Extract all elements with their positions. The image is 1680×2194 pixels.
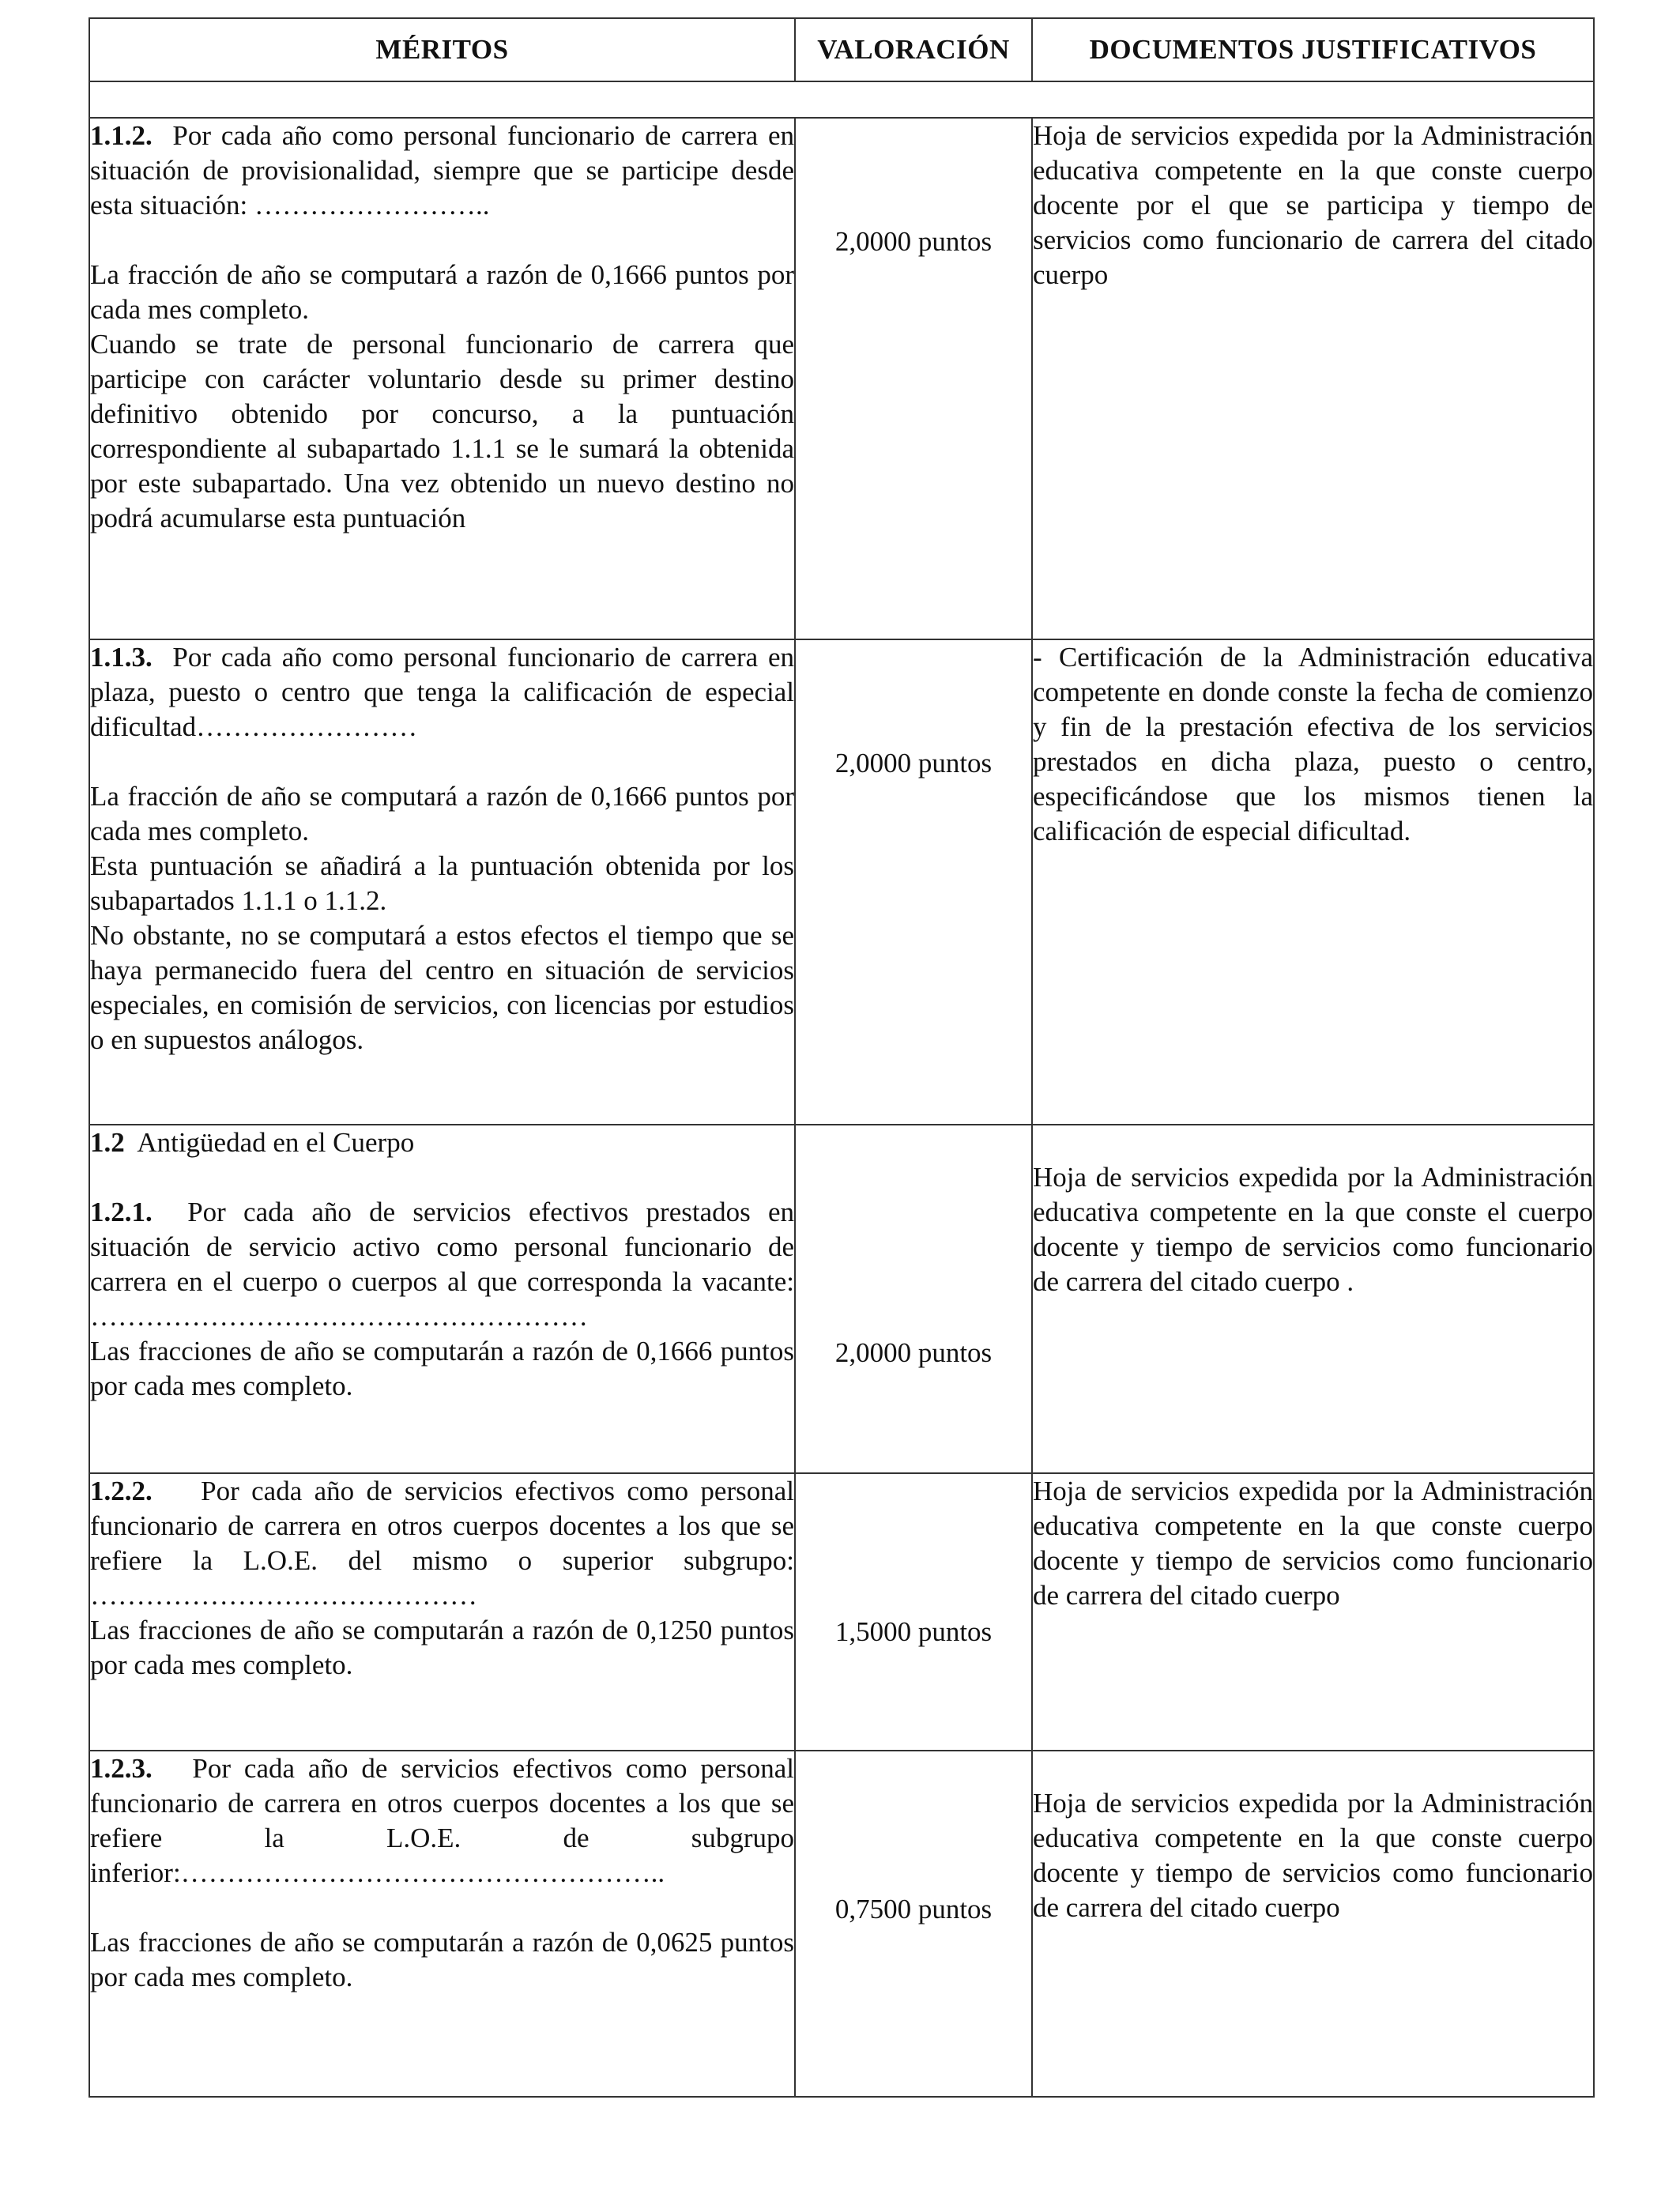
table-row (89, 1473, 1594, 1751)
header-valoracion: VALORACIÓN (795, 18, 1032, 81)
merit-cell (89, 1125, 795, 1473)
documentos-cell (1032, 639, 1594, 1125)
documentos-cell (1032, 118, 1594, 639)
header-row (89, 18, 1594, 81)
valoracion-cell (795, 1473, 1032, 1751)
merit-lead: Por cada año de servicios efectivos como personal funcionario de carrera en otros cuerpos docentes a los que se refiere la L.O.E. del mismo o superior subgrupo: …………………………………… (90, 1476, 795, 1611)
header-documentos: DOCUMENTOS JUSTIFICATIVOS (1032, 18, 1594, 81)
merit-number: 1.1.3. (90, 642, 153, 673)
documentos-text: - Certificación de la Administración educativa competente en donde conste la fecha de comienzo y fin de la prestación efectiva de los servicios prestados en dicha plaza, puesto o centro, especificándose que los mismos tienen la calificación de especial dificultad. (1033, 642, 1593, 846)
valoracion-value: 1,5000 puntos (834, 1616, 993, 1647)
documentos-text: Hoja de servicios expedida por la Administración educativa competente en la que conste el cuerpo docente y tiempo de servicios como funcionario de carrera del citado cuerpo . (1033, 1162, 1593, 1297)
merit-paragraph: Esta puntuación se añadirá a la puntuación obtenida por los subapartados 1.1.1 o 1.1.2. (90, 850, 794, 916)
valoracion-cell (795, 639, 1032, 1125)
table-row (89, 1125, 1594, 1473)
valoracion-value: 2,0000 puntos (834, 226, 993, 257)
table-row (89, 118, 1594, 639)
documentos-text: Hoja de servicios expedida por la Administración educativa competente en la que conste cuerpo docente y tiempo de servicios como funcionario de carrera del citado cuerpo (1033, 1476, 1593, 1611)
valoracion-cell (795, 118, 1032, 639)
valoracion-value: 2,0000 puntos (834, 748, 993, 778)
section-title: Antigüedad en el Cuerpo (137, 1127, 415, 1158)
merit-paragraph: Las fracciones de año se computarán a razón de 0,1250 puntos por cada mes completo. (90, 1615, 794, 1680)
table-row (89, 639, 1594, 1125)
merit-paragraph: Las fracciones de año se computarán a razón de 0,1666 puntos por cada mes completo. (90, 1336, 794, 1401)
merit-lead: Por cada año de servicios efectivos como personal funcionario de carrera en otros cuerpos docentes a los que se refiere la L.O.E. de subgrupo inferior:…………………………………………….. (90, 1753, 794, 1888)
merit-paragraph: La fracción de año se computará a razón de 0,1666 puntos por cada mes completo. (90, 781, 794, 846)
merit-number: 1.2.1. (90, 1197, 153, 1227)
merit-paragraph: No obstante, no se computará a estos efectos el tiempo que se haya permanecido fuera del centro en situación de servicios especiales, en comisión de servicios, con licencias por estudios o en supuestos análogos. (90, 920, 794, 1055)
merit-number: 1.2.2. (90, 1476, 153, 1506)
blank-cell (89, 81, 1594, 118)
section-number: 1.2 (90, 1127, 125, 1158)
merit-cell (89, 1473, 795, 1751)
merit-number: 1.2.3. (90, 1753, 153, 1784)
table-row (89, 1751, 1594, 2097)
valoracion-value: 2,0000 puntos (834, 1337, 993, 1368)
merit-paragraph: Las fracciones de año se computarán a razón de 0,0625 puntos por cada mes completo. (90, 1927, 794, 1992)
merit-cell (89, 1751, 795, 2097)
merit-lead: Por cada año como personal funcionario de carrera en plaza, puesto o centro que tenga la calificación de especial dificultad…………………… (90, 642, 795, 742)
merit-cell (89, 639, 795, 1125)
merit-text (90, 640, 794, 745)
merit-paragraph: La fracción de año se computará a razón de 0,1666 puntos por cada mes completo. (90, 259, 794, 325)
merit-cell (89, 118, 795, 639)
merit-text (90, 1751, 794, 1891)
merit-text (90, 119, 794, 223)
merit-paragraph: Cuando se trate de personal funcionario de carrera que participe con carácter voluntario desde su primer destino definitivo obtenido por concurso, a la puntuación correspondiente al subapartado 1.1.1 se le sumará la obtenida por este subapartado. Una vez obtenido un nuevo destino no podrá acumularse esta puntuación (90, 329, 794, 533)
documentos-cell (1032, 1125, 1594, 1473)
valoracion-cell (795, 1751, 1032, 2097)
valoracion-cell (795, 1125, 1032, 1473)
merit-text (90, 1474, 794, 1613)
blank-row (89, 81, 1594, 118)
merit-text (90, 1195, 794, 1334)
documentos-text: Hoja de servicios expedida por la Administración educativa competente en la que conste cuerpo docente por el que se participa y tiempo de servicios como funcionario de carrera del citado cuerpo (1033, 120, 1593, 290)
header-meritos: MÉRITOS (89, 18, 795, 81)
section-heading (90, 1125, 794, 1160)
merit-number: 1.1.2. (90, 120, 153, 151)
merit-lead: Por cada año como personal funcionario de carrera en situación de provisionalidad, siempre que se participe desde esta situación: …………………….. (90, 120, 795, 221)
valoracion-value: 0,7500 puntos (834, 1894, 993, 1924)
documentos-cell (1032, 1751, 1594, 2097)
merits-table (89, 17, 1595, 2098)
documentos-cell (1032, 1473, 1594, 1751)
merit-lead: Por cada año de servicios efectivos prestados en situación de servicio activo como personal funcionario de carrera en el cuerpo o cuerpos al que corresponda la vacante: ……………………………………………… (90, 1197, 795, 1332)
documentos-text: Hoja de servicios expedida por la Administración educativa competente en la que conste cuerpo docente y tiempo de servicios como funcionario de carrera del citado cuerpo (1033, 1788, 1593, 1923)
